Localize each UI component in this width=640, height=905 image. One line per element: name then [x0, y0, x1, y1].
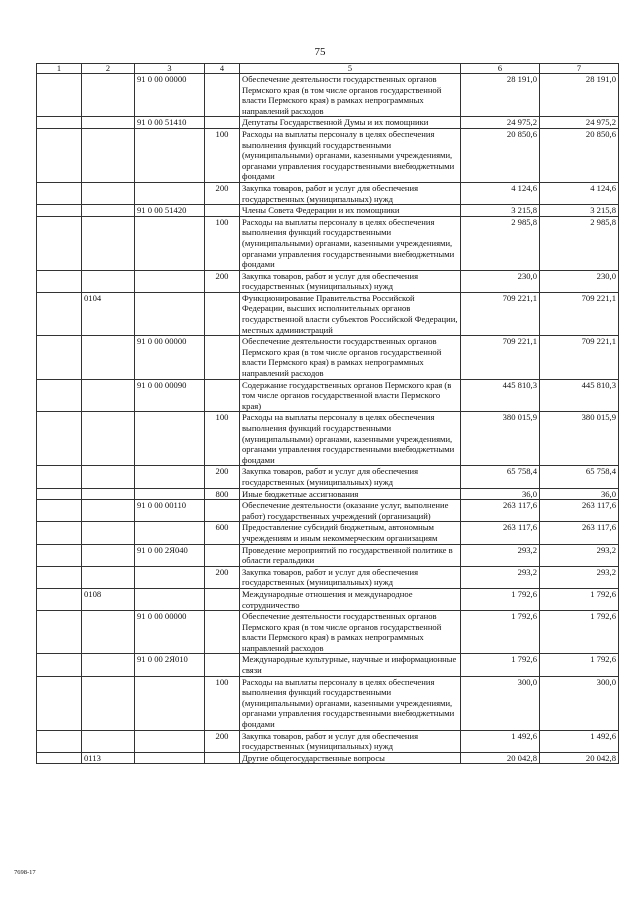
- cell-section-code: 0104: [82, 292, 135, 335]
- cell-name: Закупка товаров, работ и услуг для обеспечения государственных (муниципальных) нужд: [240, 270, 461, 292]
- cell-col1: [37, 336, 82, 379]
- cell-name: Проведение мероприятий по государственной политике в области геральдики: [240, 544, 461, 566]
- cell-amount-col6: 2 985,8: [461, 216, 540, 270]
- cell-col1: [37, 182, 82, 204]
- cell-col1: [37, 588, 82, 610]
- cell-amount-col7: 230,0: [540, 270, 619, 292]
- cell-target-article: 91 0 00 00000: [135, 74, 205, 117]
- cell-amount-col7: 293,2: [540, 544, 619, 566]
- cell-amount-col6: 380 015,9: [461, 412, 540, 466]
- cell-col1: [37, 488, 82, 500]
- table-row: [37, 205, 619, 217]
- cell-target-article: [135, 216, 205, 270]
- cell-name: Закупка товаров, работ и услуг для обеспечения государственных (муниципальных) нужд: [240, 566, 461, 588]
- cell-amount-col6: 1 792,6: [461, 611, 540, 654]
- cell-section-code: [82, 611, 135, 654]
- cell-col1: [37, 216, 82, 270]
- cell-target-article: 91 0 00 2Я010: [135, 654, 205, 676]
- cell-name: Иные бюджетные ассигнования: [240, 488, 461, 500]
- cell-amount-col7: 1 792,6: [540, 611, 619, 654]
- table-row: [37, 544, 619, 566]
- column-header: 3: [135, 64, 205, 74]
- cell-section-code: [82, 74, 135, 117]
- table-row: [37, 270, 619, 292]
- cell-section-code: [82, 522, 135, 544]
- cell-name: Функционирование Правительства Российской Федерации, высших исполнительных органов государственной власти субъектов Российской Федерации, местных администраций: [240, 292, 461, 335]
- cell-expense-type: [205, 379, 240, 412]
- cell-expense-type: [205, 588, 240, 610]
- cell-amount-col7: 36,0: [540, 488, 619, 500]
- cell-name: Другие общегосударственные вопросы: [240, 752, 461, 764]
- table-row: [37, 182, 619, 204]
- cell-section-code: [82, 654, 135, 676]
- cell-target-article: [135, 488, 205, 500]
- cell-amount-col7: 2 985,8: [540, 216, 619, 270]
- cell-amount-col7: 709 221,1: [540, 336, 619, 379]
- cell-name: Обеспечение деятельности государственных органов Пермского края (в том числе органов государственной власти Пермского края) в рамках непрограммных направлений расходов: [240, 74, 461, 117]
- cell-amount-col6: 65 758,4: [461, 466, 540, 488]
- cell-target-article: 91 0 00 00000: [135, 336, 205, 379]
- cell-col1: [37, 654, 82, 676]
- table-row: [37, 412, 619, 466]
- cell-amount-col6: 300,0: [461, 676, 540, 730]
- cell-col1: [37, 117, 82, 129]
- cell-target-article: [135, 522, 205, 544]
- cell-target-article: [135, 730, 205, 752]
- cell-amount-col7: 445 810,3: [540, 379, 619, 412]
- cell-amount-col6: 445 810,3: [461, 379, 540, 412]
- cell-expense-type: 200: [205, 182, 240, 204]
- cell-target-article: [135, 566, 205, 588]
- cell-expense-type: 100: [205, 128, 240, 182]
- cell-section-code: [82, 128, 135, 182]
- table-row: [37, 654, 619, 676]
- cell-col1: [37, 566, 82, 588]
- cell-expense-type: [205, 336, 240, 379]
- table-header-row: [37, 64, 619, 74]
- cell-amount-col6: 1 492,6: [461, 730, 540, 752]
- cell-target-article: 91 0 00 00000: [135, 611, 205, 654]
- column-header: 2: [82, 64, 135, 74]
- cell-name: Международные отношения и международное сотрудничество: [240, 588, 461, 610]
- cell-section-code: [82, 216, 135, 270]
- cell-name: Закупка товаров, работ и услуг для обеспечения государственных (муниципальных) нужд: [240, 182, 461, 204]
- cell-section-code: [82, 566, 135, 588]
- cell-name: Содержание государственных органов Пермского края (в том числе органов государственной власти Пермского края): [240, 379, 461, 412]
- cell-col1: [37, 466, 82, 488]
- table-row: [37, 522, 619, 544]
- cell-col1: [37, 74, 82, 117]
- cell-col1: [37, 205, 82, 217]
- cell-col1: [37, 752, 82, 764]
- cell-amount-col6: 709 221,1: [461, 336, 540, 379]
- table-row: [37, 466, 619, 488]
- cell-name: Закупка товаров, работ и услуг для обеспечения государственных (муниципальных) нужд: [240, 466, 461, 488]
- cell-expense-type: 600: [205, 522, 240, 544]
- cell-amount-col7: 380 015,9: [540, 412, 619, 466]
- cell-name: Расходы на выплаты персоналу в целях обеспечения выполнения функций государственными (муниципальными) органами, казенными учреждениями, органами управления государственными внебюджетными фондами: [240, 412, 461, 466]
- cell-amount-col6: 36,0: [461, 488, 540, 500]
- cell-col1: [37, 611, 82, 654]
- cell-amount-col7: 1 492,6: [540, 730, 619, 752]
- cell-col1: [37, 500, 82, 522]
- cell-amount-col7: 20 850,6: [540, 128, 619, 182]
- cell-amount-col7: 3 215,8: [540, 205, 619, 217]
- cell-target-article: 91 0 00 51420: [135, 205, 205, 217]
- cell-amount-col6: 24 975,2: [461, 117, 540, 129]
- cell-amount-col7: 20 042,8: [540, 752, 619, 764]
- column-header: 1: [37, 64, 82, 74]
- table-row: [37, 216, 619, 270]
- cell-amount-col7: 1 792,6: [540, 654, 619, 676]
- cell-section-code: [82, 500, 135, 522]
- table-row: [37, 566, 619, 588]
- cell-name: Расходы на выплаты персоналу в целях обеспечения выполнения функций государственными (муниципальными) органами, казенными учреждениями, органами управления государственными внебюджетными фондами: [240, 676, 461, 730]
- cell-section-code: [82, 412, 135, 466]
- cell-amount-col7: 24 975,2: [540, 117, 619, 129]
- cell-expense-type: [205, 117, 240, 129]
- cell-col1: [37, 522, 82, 544]
- cell-amount-col6: 28 191,0: [461, 74, 540, 117]
- cell-col1: [37, 292, 82, 335]
- cell-amount-col6: 709 221,1: [461, 292, 540, 335]
- cell-target-article: [135, 412, 205, 466]
- cell-target-article: [135, 588, 205, 610]
- cell-section-code: 0113: [82, 752, 135, 764]
- cell-expense-type: 100: [205, 412, 240, 466]
- cell-target-article: 91 0 00 00110: [135, 500, 205, 522]
- cell-section-code: [82, 205, 135, 217]
- column-header: 7: [540, 64, 619, 74]
- cell-expense-type: [205, 74, 240, 117]
- table-row: [37, 730, 619, 752]
- cell-name: Обеспечение деятельности (оказание услуг, выполнение работ) государственных учреждений (организаций): [240, 500, 461, 522]
- cell-col1: [37, 270, 82, 292]
- table-row: [37, 752, 619, 764]
- cell-name: Расходы на выплаты персоналу в целях обеспечения выполнения функций государственными (муниципальными) органами, казенными учреждениями, органами управления государственными внебюджетными фондами: [240, 216, 461, 270]
- cell-amount-col7: 4 124,6: [540, 182, 619, 204]
- cell-amount-col6: 1 792,6: [461, 654, 540, 676]
- table-row: [37, 588, 619, 610]
- cell-expense-type: 200: [205, 566, 240, 588]
- cell-amount-col7: 293,2: [540, 566, 619, 588]
- cell-expense-type: 800: [205, 488, 240, 500]
- cell-amount-col7: 300,0: [540, 676, 619, 730]
- table-row: [37, 128, 619, 182]
- cell-amount-col7: 709 221,1: [540, 292, 619, 335]
- table-row: [37, 336, 619, 379]
- cell-target-article: [135, 128, 205, 182]
- footer-code: 7698-17: [14, 869, 36, 876]
- cell-expense-type: [205, 205, 240, 217]
- cell-amount-col6: 1 792,6: [461, 588, 540, 610]
- cell-section-code: [82, 466, 135, 488]
- cell-section-code: [82, 488, 135, 500]
- cell-section-code: [82, 676, 135, 730]
- cell-amount-col7: 263 117,6: [540, 522, 619, 544]
- cell-amount-col6: 20 042,8: [461, 752, 540, 764]
- cell-amount-col7: 263 117,6: [540, 500, 619, 522]
- cell-target-article: [135, 292, 205, 335]
- cell-name: Международные культурные, научные и информационные связи: [240, 654, 461, 676]
- budget-table: [36, 63, 619, 764]
- cell-section-code: 0108: [82, 588, 135, 610]
- cell-target-article: [135, 676, 205, 730]
- cell-amount-col6: 293,2: [461, 566, 540, 588]
- column-header: 6: [461, 64, 540, 74]
- table-row: [37, 611, 619, 654]
- table-row: [37, 500, 619, 522]
- table-row: [37, 117, 619, 129]
- cell-expense-type: [205, 611, 240, 654]
- cell-expense-type: 100: [205, 676, 240, 730]
- cell-section-code: [82, 336, 135, 379]
- cell-amount-col7: 65 758,4: [540, 466, 619, 488]
- cell-expense-type: [205, 544, 240, 566]
- cell-col1: [37, 128, 82, 182]
- cell-expense-type: [205, 292, 240, 335]
- cell-amount-col6: 230,0: [461, 270, 540, 292]
- cell-section-code: [82, 544, 135, 566]
- table-row: [37, 292, 619, 335]
- page-number: 75: [314, 46, 326, 58]
- cell-col1: [37, 730, 82, 752]
- cell-section-code: [82, 117, 135, 129]
- cell-section-code: [82, 379, 135, 412]
- cell-expense-type: [205, 500, 240, 522]
- cell-target-article: [135, 752, 205, 764]
- cell-section-code: [82, 182, 135, 204]
- cell-expense-type: [205, 654, 240, 676]
- cell-expense-type: 200: [205, 466, 240, 488]
- cell-expense-type: [205, 752, 240, 764]
- cell-target-article: 91 0 00 51410: [135, 117, 205, 129]
- cell-name: Обеспечение деятельности государственных органов Пермского края (в том числе органов государственной власти Пермского края) в рамках непрограммных направлений расходов: [240, 336, 461, 379]
- column-header: 4: [205, 64, 240, 74]
- cell-section-code: [82, 270, 135, 292]
- table-row: [37, 676, 619, 730]
- cell-name: Расходы на выплаты персоналу в целях обеспечения выполнения функций государственными (муниципальными) органами, казенными учреждениями, органами управления государственными внебюджетными фондами: [240, 128, 461, 182]
- cell-expense-type: 100: [205, 216, 240, 270]
- cell-amount-col6: 3 215,8: [461, 205, 540, 217]
- cell-expense-type: 200: [205, 270, 240, 292]
- cell-amount-col7: 1 792,6: [540, 588, 619, 610]
- cell-name: Члены Совета Федерации и их помощники: [240, 205, 461, 217]
- cell-col1: [37, 379, 82, 412]
- table-row: [37, 488, 619, 500]
- cell-target-article: [135, 270, 205, 292]
- cell-name: Предоставление субсидий бюджетным, автономным учреждениям и иным некоммерческим организациям: [240, 522, 461, 544]
- cell-amount-col6: 263 117,6: [461, 522, 540, 544]
- cell-col1: [37, 544, 82, 566]
- cell-target-article: 91 0 00 2Я040: [135, 544, 205, 566]
- cell-target-article: [135, 466, 205, 488]
- table-row: [37, 74, 619, 117]
- cell-target-article: [135, 182, 205, 204]
- cell-amount-col6: 4 124,6: [461, 182, 540, 204]
- cell-col1: [37, 412, 82, 466]
- cell-col1: [37, 676, 82, 730]
- cell-name: Закупка товаров, работ и услуг для обеспечения государственных (муниципальных) нужд: [240, 730, 461, 752]
- cell-amount-col6: 263 117,6: [461, 500, 540, 522]
- column-header: 5: [240, 64, 461, 74]
- cell-name: Обеспечение деятельности государственных органов Пермского края (в том числе органов государственной власти Пермского края) в рамках непрограммных направлений расходов: [240, 611, 461, 654]
- table-row: [37, 379, 619, 412]
- cell-amount-col6: 20 850,6: [461, 128, 540, 182]
- cell-section-code: [82, 730, 135, 752]
- cell-name: Депутаты Государственной Думы и их помощники: [240, 117, 461, 129]
- cell-amount-col6: 293,2: [461, 544, 540, 566]
- cell-amount-col7: 28 191,0: [540, 74, 619, 117]
- cell-expense-type: 200: [205, 730, 240, 752]
- cell-target-article: 91 0 00 00090: [135, 379, 205, 412]
